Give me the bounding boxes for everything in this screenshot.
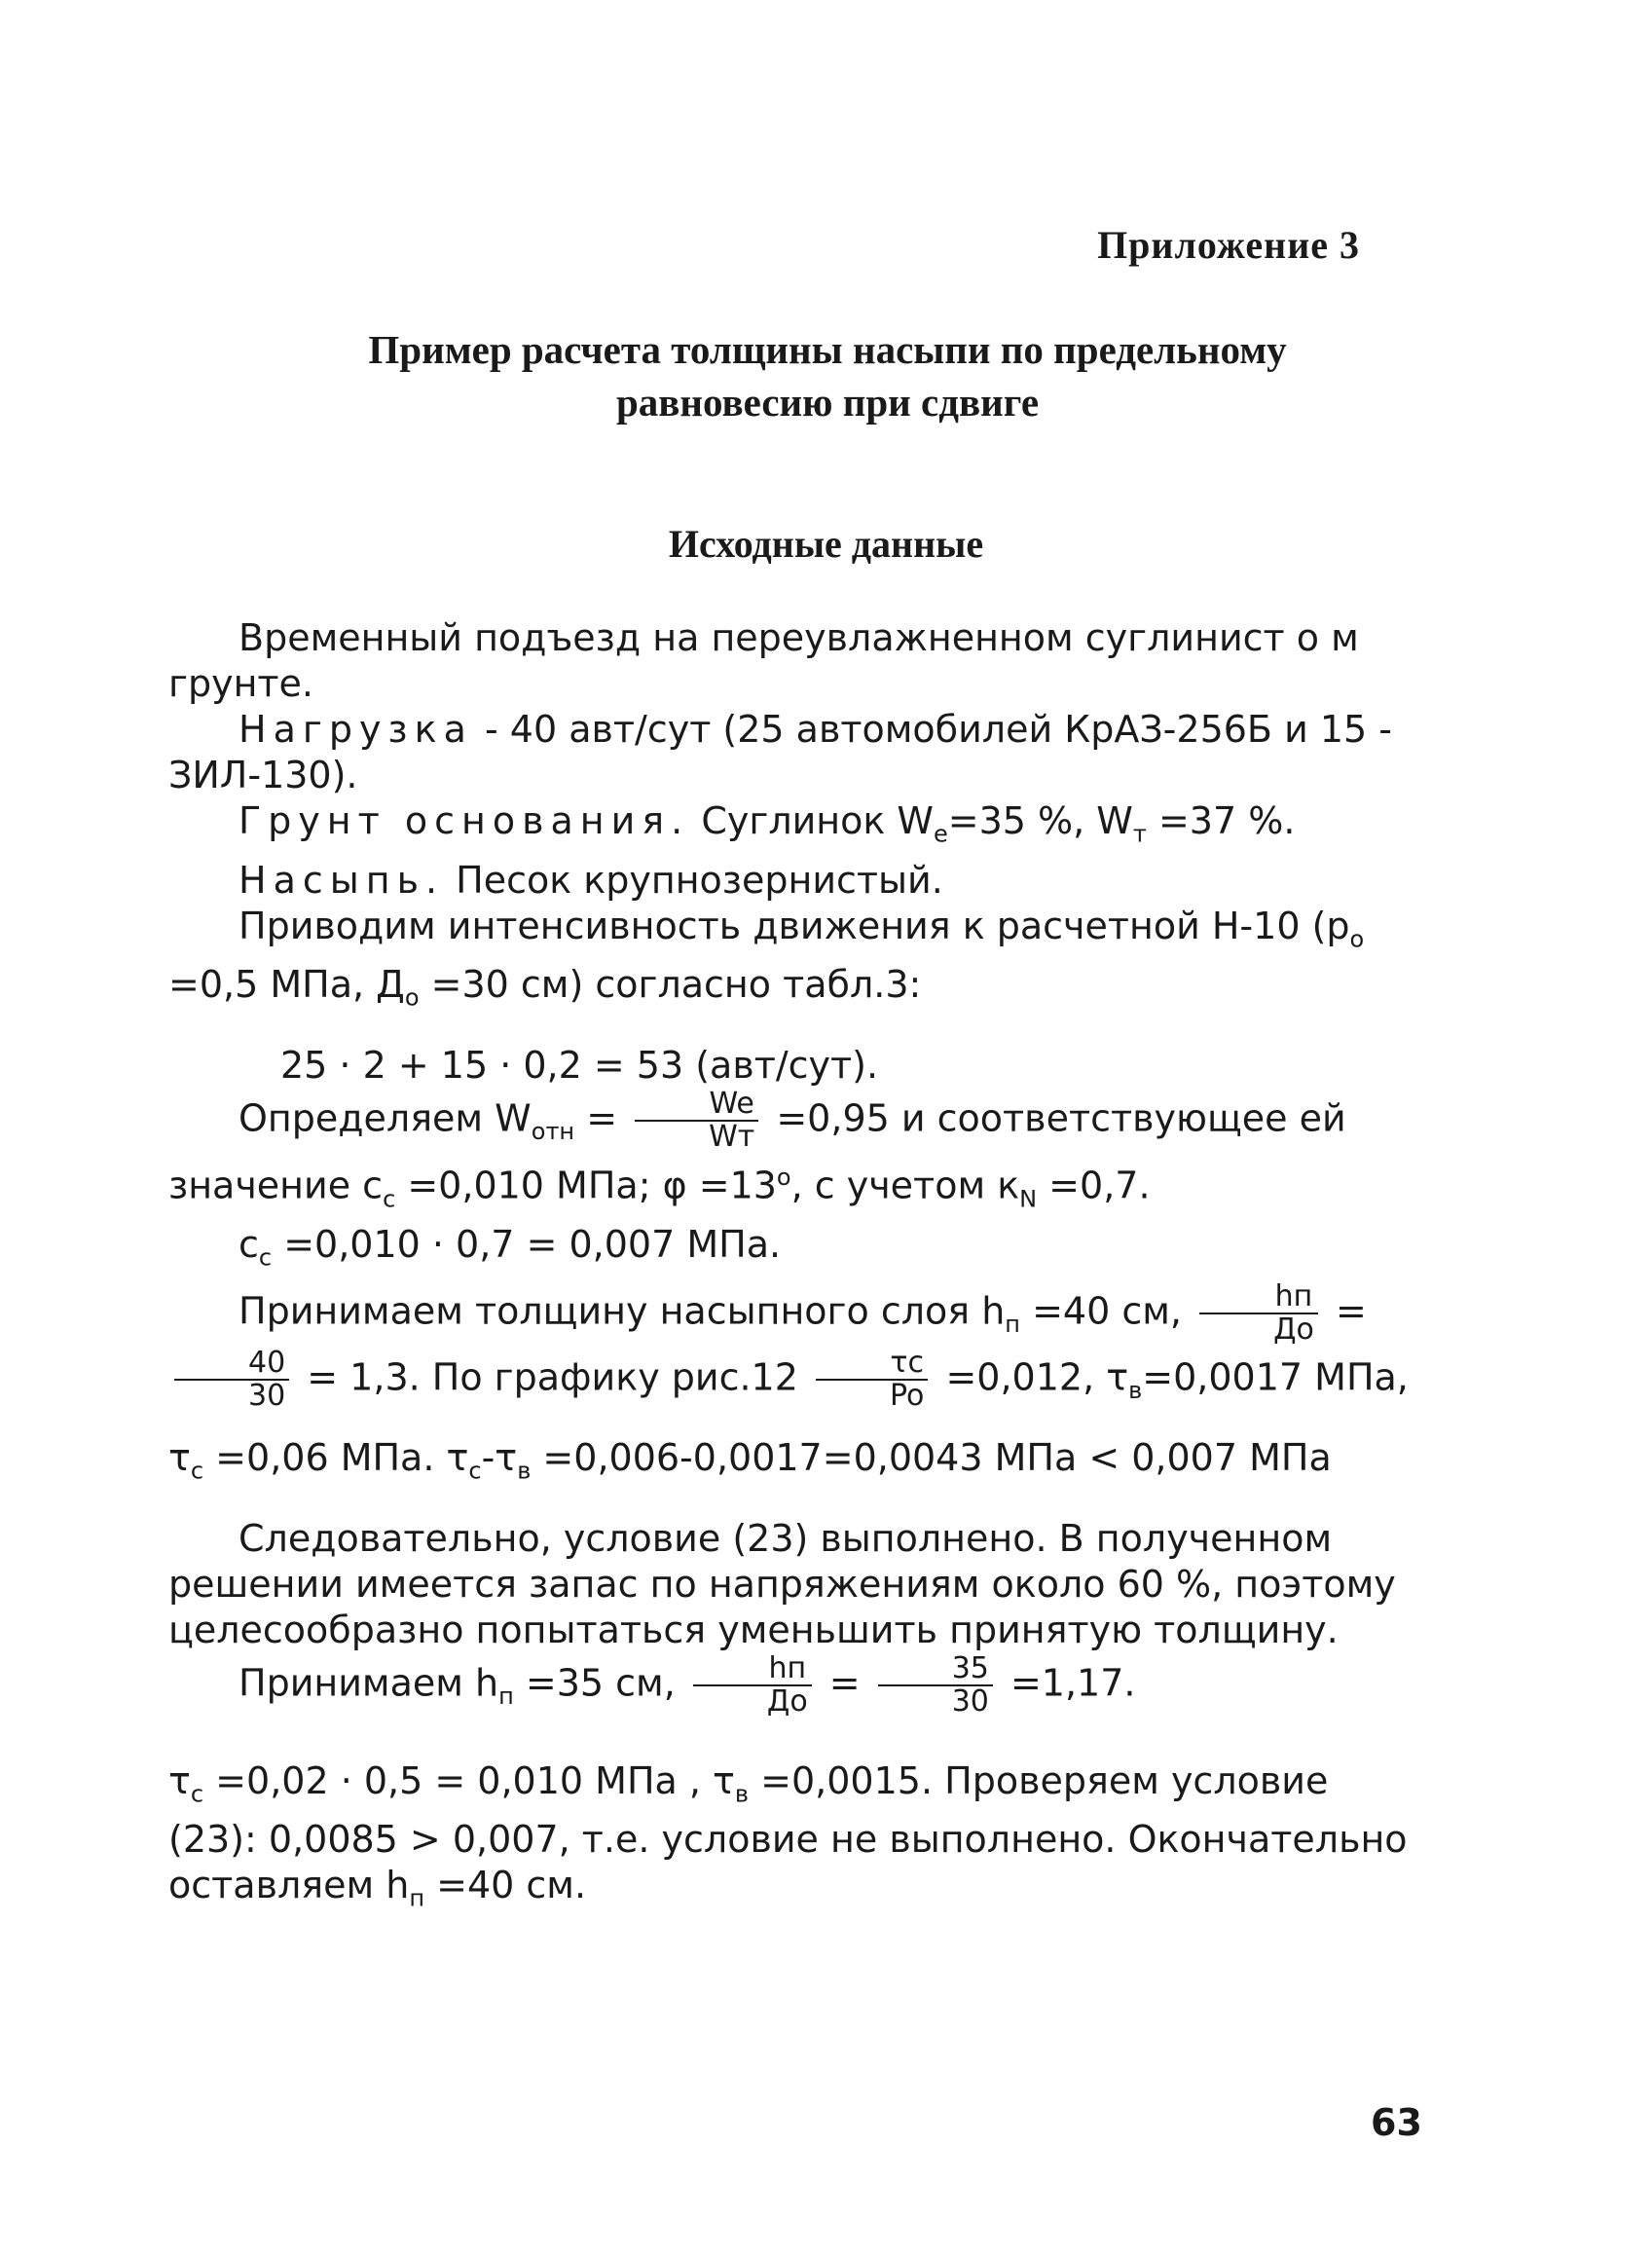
final-text-d: =40 см.: [424, 1864, 587, 1907]
paragraph-conclusion: Следовательно, условие (23) выполнено. В полученном решении имеется запас по напряжениям около 60 %, поэтому целесообразно попытаться уменьшить принятую толщину.: [168, 1516, 1396, 1651]
superscript: о: [776, 1163, 791, 1191]
soil-label: Грунт основания.: [239, 799, 690, 842]
subscript: о: [1349, 925, 1365, 953]
moisture-text-d: , с учетом к: [790, 1164, 1020, 1207]
paragraph-load: [168, 707, 1424, 798]
fraction-denominator: Po: [889, 1378, 925, 1413]
subscript: п: [498, 1682, 514, 1710]
fraction-denominator: Дo: [1273, 1312, 1314, 1347]
intensity-text: Приводим интенсивность движения к расчетной Н-10 (p: [239, 904, 1350, 947]
moisture-fraction: [635, 1086, 758, 1154]
title-line-1: Пример расчета толщины насыпи по предельному: [368, 327, 1287, 372]
moisture-text-b: =0,95 и соответствующее ей значение c: [168, 1096, 1346, 1207]
document-body: [168, 615, 1424, 1922]
subscript: о: [404, 983, 420, 1012]
subscript: в: [734, 1780, 750, 1808]
fraction-numerator: hп: [1199, 1281, 1318, 1314]
subscript: e: [934, 820, 948, 848]
fraction-numerator: τc: [816, 1348, 928, 1381]
subscript: с: [468, 1457, 482, 1485]
equation-cohesion: [168, 1222, 1424, 1281]
soil-text-end: =37 %.: [1146, 799, 1296, 842]
trial-text-b: =35 см,: [513, 1661, 687, 1704]
subscript: п: [409, 1884, 425, 1912]
thickness-text-e: =0,012, τ: [934, 1355, 1129, 1399]
equation-shear: [168, 1435, 1424, 1495]
subscript: с: [383, 1185, 396, 1213]
eq-rest-3: =0,006-0,0017=0,0043 МПа < 0,007 МПа: [531, 1435, 1332, 1479]
subscript: т: [1132, 820, 1147, 848]
paragraph-second-trial: [168, 1650, 1424, 1720]
moisture-text: Определяем W: [239, 1096, 532, 1140]
embankment-label: Насыпь.: [239, 858, 445, 902]
load-text: - 40 авт/сут (25 автомобилей КрАЗ-256Б и 15 - ЗИЛ-130).: [168, 708, 1392, 796]
intensity-mid: =0,5 МПа, Д: [168, 963, 405, 1007]
moisture-text-c: =0,010 МПа; φ =13: [395, 1164, 777, 1207]
eq-rest-2: -τ: [481, 1435, 518, 1479]
paragraph-thickness: [168, 1278, 1424, 1414]
subscript: с: [258, 1243, 273, 1272]
subscript: отн: [531, 1117, 575, 1145]
intensity-end: =30 см) согласно табл.3:: [419, 963, 922, 1007]
equals-sign: =: [1323, 1289, 1367, 1333]
soil-text-mid: =35 %, W: [947, 799, 1133, 842]
fraction-numerator: hп: [693, 1653, 812, 1686]
tau-symbol: τ: [168, 1758, 191, 1802]
tau-symbol: τ: [168, 1435, 191, 1479]
load-label: Нагрузка: [239, 708, 473, 751]
thickness-text-d: = 1,3. По графику рис.12: [295, 1355, 810, 1399]
subscript: в: [1128, 1376, 1143, 1404]
trial-text: Принимаем h: [239, 1661, 499, 1704]
paragraph-site: Временный подъезд на переувлажненном суглинист о м грунте.: [168, 616, 1359, 705]
subscript: в: [517, 1457, 532, 1485]
equation-intensity: 25 · 2 + 15 · 0,2 = 53 (авт/сут).: [280, 1043, 879, 1087]
fraction-numerator: 40: [174, 1348, 289, 1381]
paragraph-embankment: [168, 858, 1424, 904]
trial-text-d: =1,17.: [998, 1661, 1136, 1704]
value-fraction: [878, 1650, 993, 1719]
page-number: 63: [1371, 2101, 1422, 2144]
eq-rest: =0,010 · 0,7 = 0,007 МПа.: [272, 1223, 782, 1267]
fraction-numerator: We: [635, 1089, 758, 1122]
fraction-denominator: 30: [951, 1683, 989, 1719]
paragraph-final: [168, 1758, 1424, 1922]
stress-fraction: [816, 1345, 928, 1413]
document-title: [195, 323, 1460, 428]
eq-symbol: c: [239, 1223, 259, 1267]
final-text-b: =0,02 · 0,5 = 0,010 МПа , τ: [203, 1758, 735, 1802]
moisture-text-e: =0,7.: [1037, 1164, 1151, 1207]
equals-sign: =: [817, 1661, 872, 1704]
paragraph-moisture: [168, 1086, 1424, 1222]
value-fraction: [174, 1345, 289, 1413]
subscript: с: [190, 1780, 204, 1808]
subscript: п: [1005, 1310, 1020, 1338]
paragraph-intensity: [168, 904, 1424, 1021]
thickness-text-f: =0,0017 МПа,: [1142, 1355, 1409, 1399]
final-text-c: =0,0015. Проверяем условие (23): 0,0085 > 0,007, т.е. условие не выполнено. Окончательно оставляем h: [168, 1758, 1408, 1907]
paragraph-soil: [168, 798, 1424, 858]
section-heading: Исходные данные: [668, 522, 984, 566]
thickness-text-b: =40 см,: [1020, 1289, 1194, 1333]
subscript: N: [1019, 1185, 1038, 1213]
eq-rest: =0,06 МПа. τ: [203, 1435, 469, 1479]
title-line-2: равновесию при сдвиге: [615, 380, 1040, 425]
ratio-fraction: [1199, 1278, 1318, 1347]
thickness-text: Принимаем толщину насыпного слоя h: [239, 1289, 1006, 1333]
fraction-denominator: Дo: [766, 1683, 808, 1719]
fraction-numerator: 35: [878, 1653, 993, 1686]
embankment-text: Песок крупнозернистый.: [444, 858, 943, 902]
equals-sign: =: [574, 1096, 630, 1140]
fraction-denominator: 30: [248, 1378, 286, 1413]
fraction-denominator: Wт: [709, 1119, 755, 1154]
appendix-heading: Приложение 3: [1097, 223, 1360, 267]
ratio-fraction: [693, 1650, 812, 1719]
soil-text: Суглинок W: [689, 799, 934, 842]
subscript: с: [190, 1457, 204, 1485]
